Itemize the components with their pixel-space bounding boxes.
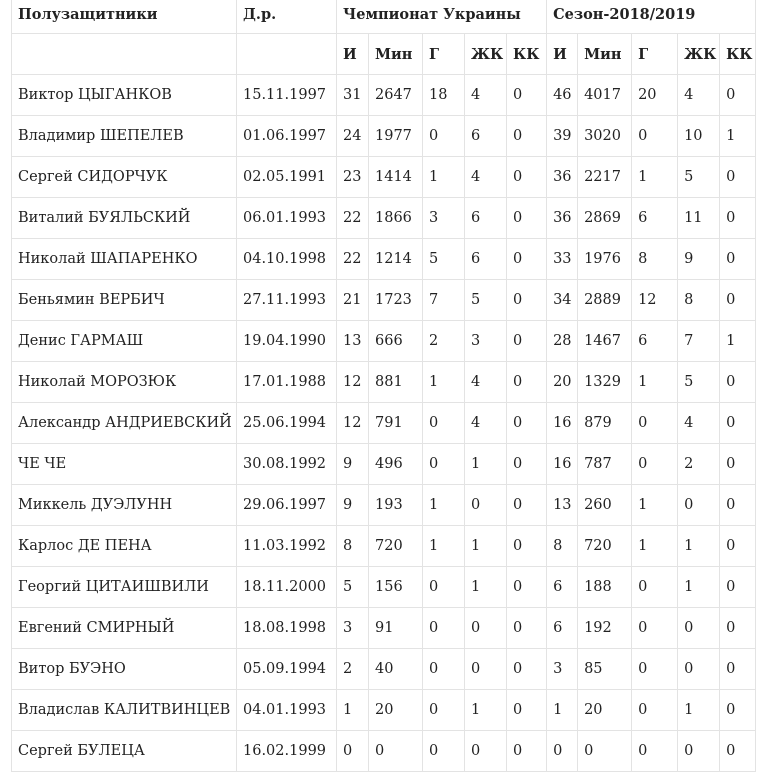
stat-cell: 1 [465,690,507,731]
player-dob: 02.05.1991 [237,157,337,198]
header-empty-name [12,34,237,75]
header-sub: Г [423,34,465,75]
player-dob: 01.06.1997 [237,116,337,157]
header-name: Полузащитники [12,0,237,34]
stat-cell: 0 [423,403,465,444]
stat-cell: 22 [337,198,369,239]
stat-cell: 9 [337,485,369,526]
player-name: Миккель ДУЭЛУНН [12,485,237,526]
player-name: Витор БУЭНО [12,649,237,690]
stat-cell: 1 [337,690,369,731]
header-championship: Чемпионат Украины [337,0,547,34]
stat-cell: 4 [465,157,507,198]
header-sub: КК [720,34,756,75]
stat-cell: 0 [423,608,465,649]
stat-cell: 0 [720,731,756,772]
midfielders-stats-table [11,0,756,772]
stat-cell: 0 [720,649,756,690]
stat-cell: 1977 [369,116,423,157]
stat-cell: 4 [465,403,507,444]
stat-cell: 1 [465,567,507,608]
stat-cell: 1 [465,444,507,485]
stat-cell: 23 [337,157,369,198]
header-season: Сезон-2018/2019 [547,0,756,34]
header-sub: И [337,34,369,75]
stat-cell: 24 [337,116,369,157]
stat-cell: 0 [678,731,720,772]
stat-cell: 0 [369,731,423,772]
stat-cell: 91 [369,608,423,649]
stat-cell: 9 [678,239,720,280]
player-name: Сергей СИДОРЧУК [12,157,237,198]
stat-cell: 28 [547,321,578,362]
stat-cell: 1723 [369,280,423,321]
stat-cell: 188 [578,567,632,608]
stat-cell: 1 [423,157,465,198]
stat-cell: 2869 [578,198,632,239]
player-name: Евгений СМИРНЫЙ [12,608,237,649]
header-dob: Д.р. [237,0,337,34]
player-dob: 04.01.1993 [237,690,337,731]
stat-cell: 16 [547,444,578,485]
player-dob: 27.11.1993 [237,280,337,321]
table-row [12,731,756,772]
stat-cell: 12 [632,280,678,321]
stat-cell: 5 [678,157,720,198]
table-row [12,567,756,608]
stat-cell: 3 [547,649,578,690]
stat-cell: 4 [465,362,507,403]
stat-cell: 2 [337,649,369,690]
stat-cell: 2 [423,321,465,362]
stat-cell: 0 [720,239,756,280]
stat-cell: 6 [465,198,507,239]
stat-cell: 0 [678,649,720,690]
stat-cell: 1 [465,526,507,567]
stat-cell: 0 [507,567,547,608]
stat-cell: 6 [465,239,507,280]
stat-cell: 0 [507,649,547,690]
player-name: Карлос ДЕ ПЕНА [12,526,237,567]
table-row [12,239,756,280]
stat-cell: 0 [507,116,547,157]
table-row [12,321,756,362]
stat-cell: 0 [507,239,547,280]
stat-cell: 4 [678,75,720,116]
stat-cell: 787 [578,444,632,485]
stat-cell: 9 [337,444,369,485]
stat-cell: 1976 [578,239,632,280]
stat-cell: 0 [720,485,756,526]
player-dob: 17.01.1988 [237,362,337,403]
stat-cell: 20 [369,690,423,731]
stat-cell: 0 [547,731,578,772]
stat-cell: 0 [678,608,720,649]
stat-cell: 8 [678,280,720,321]
stat-cell: 1 [678,690,720,731]
stat-cell: 1 [547,690,578,731]
header-sub: ЖК [465,34,507,75]
stat-cell: 0 [507,198,547,239]
header-sub: Г [632,34,678,75]
stat-cell: 0 [720,444,756,485]
stat-cell: 46 [547,75,578,116]
player-name: Денис ГАРМАШ [12,321,237,362]
player-dob: 30.08.1992 [237,444,337,485]
header-row-sub [12,34,756,75]
stat-cell: 0 [720,198,756,239]
table-row [12,157,756,198]
player-name: Беньямин ВЕРБИЧ [12,280,237,321]
stat-cell: 0 [423,731,465,772]
table-row [12,526,756,567]
stat-cell: 8 [547,526,578,567]
stat-cell: 0 [720,690,756,731]
stat-cell: 0 [632,403,678,444]
stat-cell: 40 [369,649,423,690]
table-row [12,649,756,690]
stat-cell: 260 [578,485,632,526]
stat-cell: 0 [632,731,678,772]
stat-cell: 0 [507,362,547,403]
header-sub: ЖК [678,34,720,75]
stat-cell: 5 [678,362,720,403]
stat-cell: 0 [423,444,465,485]
player-dob: 18.08.1998 [237,608,337,649]
table-row [12,362,756,403]
stat-cell: 3 [423,198,465,239]
stat-cell: 4 [465,75,507,116]
stat-cell: 2217 [578,157,632,198]
stat-cell: 0 [507,157,547,198]
stat-cell: 12 [337,362,369,403]
table-row [12,116,756,157]
player-name: Владислав КАЛИТВИНЦЕВ [12,690,237,731]
stat-cell: 0 [632,690,678,731]
player-dob: 04.10.1998 [237,239,337,280]
table-row [12,403,756,444]
stat-cell: 2647 [369,75,423,116]
stat-cell: 879 [578,403,632,444]
stat-cell: 791 [369,403,423,444]
stat-cell: 85 [578,649,632,690]
table-row [12,75,756,116]
stat-cell: 0 [507,403,547,444]
stat-cell: 0 [465,649,507,690]
stat-cell: 0 [465,608,507,649]
player-name: Виктор ЦЫГАНКОВ [12,75,237,116]
stat-cell: 0 [720,608,756,649]
stat-cell: 0 [423,649,465,690]
stat-cell: 10 [678,116,720,157]
stat-cell: 0 [507,690,547,731]
stat-cell: 1467 [578,321,632,362]
stat-cell: 0 [507,444,547,485]
table-row [12,690,756,731]
stat-cell: 0 [632,116,678,157]
stat-cell: 0 [720,526,756,567]
player-dob: 06.01.1993 [237,198,337,239]
player-name: Владимир ШЕПЕЛЕВ [12,116,237,157]
player-dob: 11.03.1992 [237,526,337,567]
stat-cell: 0 [337,731,369,772]
table-row [12,198,756,239]
stat-cell: 1 [632,362,678,403]
stat-cell: 0 [720,157,756,198]
stat-cell: 36 [547,157,578,198]
stat-cell: 0 [720,403,756,444]
table-row [12,444,756,485]
stat-cell: 36 [547,198,578,239]
stat-cell: 720 [578,526,632,567]
table-row [12,280,756,321]
stat-cell: 0 [720,362,756,403]
stat-cell: 0 [507,731,547,772]
stat-cell: 1 [720,116,756,157]
stat-cell: 33 [547,239,578,280]
player-dob: 18.11.2000 [237,567,337,608]
stat-cell: 1 [632,485,678,526]
stat-cell: 1866 [369,198,423,239]
stat-cell: 1329 [578,362,632,403]
stat-cell: 496 [369,444,423,485]
stat-cell: 0 [507,608,547,649]
stat-cell: 5 [465,280,507,321]
stat-cell: 8 [337,526,369,567]
stat-cell: 156 [369,567,423,608]
stat-cell: 0 [507,485,547,526]
stat-cell: 1414 [369,157,423,198]
stat-cell: 20 [632,75,678,116]
player-name: ЧЕ ЧЕ [12,444,237,485]
stat-cell: 0 [507,526,547,567]
stat-cell: 720 [369,526,423,567]
player-name: Николай ШАПАРЕНКО [12,239,237,280]
header-sub: И [547,34,578,75]
player-name: Николай МОРОЗЮК [12,362,237,403]
stat-cell: 0 [423,567,465,608]
stat-cell: 1 [678,526,720,567]
stat-cell: 1 [423,362,465,403]
stat-cell: 1 [632,526,678,567]
player-name: Георгий ЦИТАИШВИЛИ [12,567,237,608]
stat-cell: 0 [423,116,465,157]
stat-cell: 0 [720,567,756,608]
stat-cell: 0 [507,321,547,362]
stat-cell: 3 [337,608,369,649]
stat-cell: 39 [547,116,578,157]
stat-cell: 1 [678,567,720,608]
stat-cell: 0 [632,567,678,608]
table-row [12,608,756,649]
stat-cell: 1 [632,157,678,198]
stat-cell: 0 [720,75,756,116]
stat-cell: 12 [337,403,369,444]
stat-cell: 1214 [369,239,423,280]
stat-cell: 6 [632,198,678,239]
table-row [12,485,756,526]
header-sub: Мин [578,34,632,75]
player-dob: 19.04.1990 [237,321,337,362]
player-dob: 15.11.1997 [237,75,337,116]
stat-cell: 11 [678,198,720,239]
stat-cell: 0 [720,280,756,321]
stat-cell: 4 [678,403,720,444]
stat-cell: 0 [632,649,678,690]
stat-cell: 1 [423,485,465,526]
stat-cell: 1 [423,526,465,567]
stat-cell: 0 [678,485,720,526]
stat-cell: 0 [507,280,547,321]
stat-cell: 3 [465,321,507,362]
stat-cell: 2889 [578,280,632,321]
stat-cell: 18 [423,75,465,116]
player-name: Виталий БУЯЛЬСКИЙ [12,198,237,239]
stat-cell: 2 [678,444,720,485]
stat-cell: 0 [578,731,632,772]
header-row-main [12,0,756,34]
player-dob: 29.06.1997 [237,485,337,526]
stat-cell: 21 [337,280,369,321]
header-empty-dob [237,34,337,75]
stat-cell: 22 [337,239,369,280]
stat-cell: 8 [632,239,678,280]
stat-cell: 34 [547,280,578,321]
stat-cell: 20 [547,362,578,403]
stat-cell: 0 [465,731,507,772]
stat-cell: 0 [423,690,465,731]
player-dob: 16.02.1999 [237,731,337,772]
stat-cell: 6 [547,567,578,608]
stat-cell: 6 [465,116,507,157]
stat-cell: 0 [507,75,547,116]
stat-cell: 1 [720,321,756,362]
stat-cell: 0 [632,608,678,649]
stat-cell: 31 [337,75,369,116]
stat-cell: 3020 [578,116,632,157]
player-dob: 05.09.1994 [237,649,337,690]
stat-cell: 666 [369,321,423,362]
player-dob: 25.06.1994 [237,403,337,444]
stat-cell: 0 [632,444,678,485]
stat-cell: 7 [423,280,465,321]
stat-cell: 192 [578,608,632,649]
stat-cell: 0 [465,485,507,526]
header-sub: КК [507,34,547,75]
stat-cell: 16 [547,403,578,444]
stat-cell: 13 [337,321,369,362]
stat-cell: 6 [632,321,678,362]
stat-cell: 5 [423,239,465,280]
stat-cell: 7 [678,321,720,362]
stat-cell: 4017 [578,75,632,116]
stat-cell: 13 [547,485,578,526]
stat-cell: 881 [369,362,423,403]
stat-cell: 193 [369,485,423,526]
stat-cell: 5 [337,567,369,608]
player-name: Александр АНДРИЕВСКИЙ [12,403,237,444]
header-sub: Мин [369,34,423,75]
player-name: Сергей БУЛЕЦА [12,731,237,772]
stat-cell: 20 [578,690,632,731]
stat-cell: 6 [547,608,578,649]
